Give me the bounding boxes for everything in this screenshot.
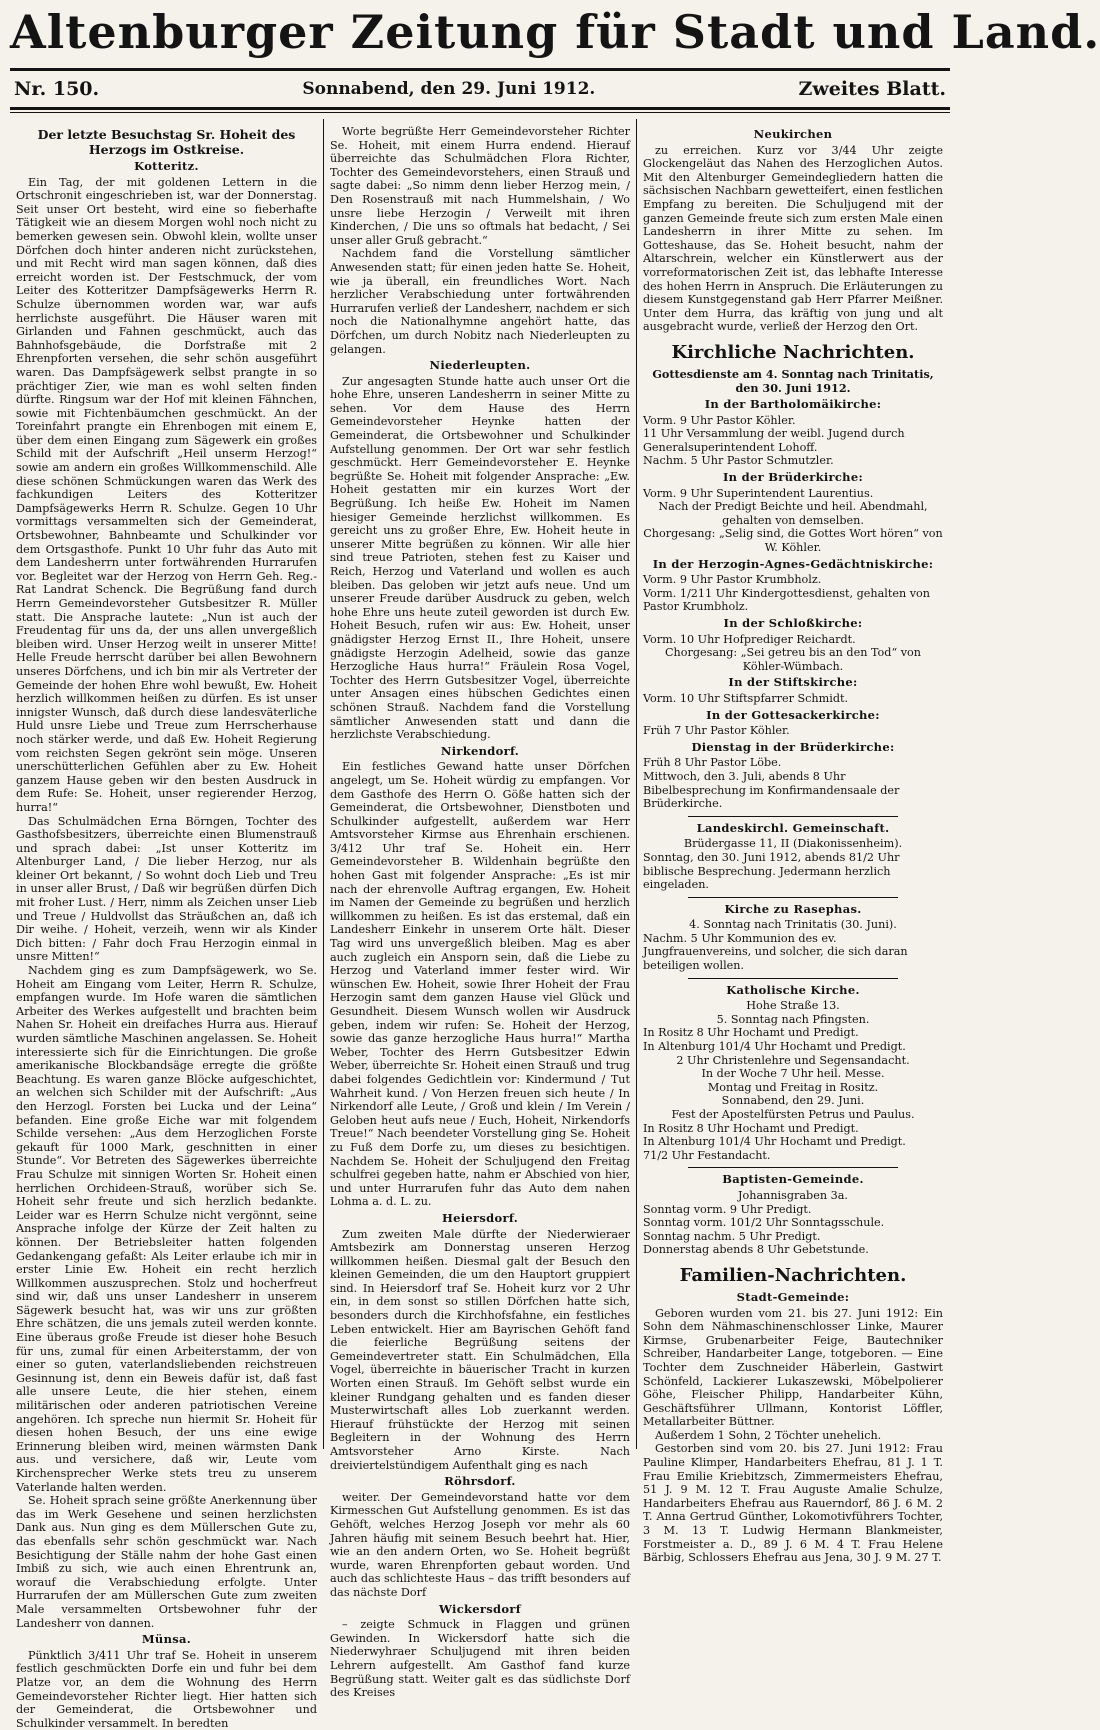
divider <box>688 978 898 979</box>
section-heading: Neukirchen <box>753 127 833 141</box>
service-line: Montag und Freitag in Rositz. <box>707 1080 879 1094</box>
service-line: 5. Sonntag nach Pfingsten. <box>716 1012 870 1026</box>
article-paragraph: Se. Hoheit sprach seine größte Anerkennung über das im Werk Gesehene und seinen herzlichsten Dank aus. Nun ging es dem Müllerschen Gute zu, das ebenfalls sehr schön geschmückt war. Nach Besichtigung der Ställe nahm der hohe Gast einen Imbiß zu sich, wie auch einen Ehrentrunk an, worauf die Verabschiedung erfolgte. Unter Hurrarufen der am Müllerschen Gute zum zweiten Male versammelten Ortsbewohner fuhr der Landesherr von dannen. <box>16 1494 317 1630</box>
service-line: Vorm. 9 Uhr Pastor Krumbholz. <box>643 573 822 587</box>
issue-rule <box>10 107 950 110</box>
service-line: In der Woche 7 Uhr heil. Messe. <box>701 1067 885 1081</box>
service-line: In Rositz 8 Uhr Hochamt und Predigt. <box>643 1121 859 1135</box>
family-paragraph: Geboren wurden vom 21. bis 27. Juni 1912: Ein Sohn dem Nähmaschinenschlosser Linke, Maurer Kirmse, Grubenarbeiter Feige, Bautechniker Schreiber, Handarbeiter Lange, totgeboren. — Eine Tochter dem Zuschneider Häberlein, Gastwirt Schönfeld, Lackierer Lukaszewski, Möbelpolierer Göhe, Fleischer Philipp, Handarbeiter Kühn, Geschäftsführer Ullmann, Kontorist Löffler, Metallarbeiter Büttner. <box>643 1306 943 1429</box>
service-line: In Altenburg 101/4 Uhr Hochamt und Predigt. <box>643 1040 906 1054</box>
service-line: Früh 7 Uhr Pastor Köhler. <box>643 724 790 738</box>
church-heading: In der Schloßkirche: <box>723 616 863 630</box>
service-line: Chorgesang: „Sei getreu bis an den Tod“ von Köhler-Wümbach. <box>665 646 921 673</box>
divider <box>688 1167 898 1168</box>
service-line: Fest der Apostelfürsten Petrus und Paulus. <box>671 1108 915 1121</box>
service-line: Vorm. 9 Uhr Superintendent Laurentius. <box>643 486 874 500</box>
church-heading: Baptisten-Gemeinde. <box>722 1172 864 1187</box>
section-heading: Röhrsdorf. <box>444 1474 516 1489</box>
article-paragraph: – zeigte Schmuck in Flaggen und grünen Gewinden. In Wickersdorf hatte sich die Niederwyhraer Schuljugend mit ihren beiden Lehrern aufgestellt. Am Gasthof fand kurze Begrüßung statt. Weiter galt es das südlichste Dorf des Kreises <box>330 1618 630 1700</box>
section-heading: Stadt-Gemeinde: <box>736 1289 850 1304</box>
article-paragraph: Das Schulmädchen Erna Börngen, Tochter des Gasthofsbesitzers, überreichte einen Blumenstrauß und sprach dabei: „Ist unser Kotteritz im Altenburger Land, / Die lieber Herzog, nur als kleiner Ort bekannt, / So wohnt doch Lieb und Treu in unser aller Brust, / Daß wir begrüßen dürfen Dich mit froher Lust. / Herr, nimm als Zeichen unser Lieb und Treue / Huldvollst das Sträußchen an, daß ich Dir weihe. / Hoheit, verzeih, wenn wir als Kinder Dich bitten: / Fahr doch Frau Herzogin einmal in unsre Mitten!“ <box>16 814 317 964</box>
church-heading: Kirche zu Rasephas. <box>724 901 862 916</box>
article-paragraph: Nachdem fand die Vorstellung sämtlicher Anwesenden statt; für einen jeden hatte Se. Hoheit, wie ja überall, ein freundliches Wort. Nach herzlicher Verabschiedung unter fortwährenden Hurrarufen verließ der Landesherr, nachdem er sich noch die Nationalhymne angehört hatte, das Dörfchen, um durch Nobitz nach Niederleupten zu gelangen. <box>330 247 630 356</box>
service-line: Hohe Straße 13. <box>746 999 840 1013</box>
service-heading: Gottesdienste am 4. Sonntag nach Trinitatis, den 30. Juni 1912. <box>652 366 934 395</box>
service-line: 2 Uhr Christenlehre und Segensandacht. <box>676 1053 910 1067</box>
article-paragraph: Pünktlich 3/411 Uhr traf Se. Hoheit in unserem festlich geschmückten Dorfe ein und fuhr bei dem Platze vor, an dem die Wohnung des Herrn Gemeindevorsteher Richter liegt. Hier hatten sich der Gemeinderat, die Ortsbewohner und Schulkinder versammelt. In beredten <box>16 1648 317 1730</box>
service-line: Sonntag vorm. 9 Uhr Predigt. <box>643 1202 812 1216</box>
divider <box>688 897 898 898</box>
service-line: Vorm. 10 Uhr Hofprediger Reichardt. <box>643 632 856 646</box>
church-heading: In der Gottesackerkirche: <box>706 707 880 722</box>
service-line: In Altenburg 101/4 Uhr Hochamt und Predigt. <box>643 1135 906 1149</box>
section-heading: Wickersdorf <box>439 1601 521 1616</box>
service-line: 4. Sonntag nach Trinitatis (30. Juni). <box>689 918 897 932</box>
church-heading: Katholische Kirche. <box>726 982 860 997</box>
issue-date: Sonnabend, den 29. Juni 1912. <box>302 79 596 99</box>
service-line: Nachm. 5 Uhr Pastor Schmutzler. <box>643 454 834 468</box>
service-line: Mittwoch, den 3. Juli, abends 8 Uhr Bibelbesprechung im Konfirmandensaale der Brüderkirche. <box>643 769 900 811</box>
section-heading: Nirkendorf. <box>440 743 520 758</box>
service-line: Sonntag vorm. 101/2 Uhr Sonntagsschule. <box>643 1216 885 1230</box>
masthead-title: Altenburger Zeitung für Stadt und Land. <box>10 5 1100 59</box>
church-heading: In der Herzogin-Agnes-Gedächtniskirche: <box>652 556 934 571</box>
column-2 <box>323 119 636 1700</box>
family-paragraph: Gestorben sind vom 20. bis 27. Juni 1912: Frau Pauline Klimper, Handarbeiters Ehefrau, 81 J. 1 T. Frau Emilie Kriebitzsch, Zimmermeisters Ehefrau, 51 J. 9 M. 12 T. Frau Auguste Amalie Schulze, Handarbeiters Ehefrau aus Rauerndorf, 86 J. 6 M. 2 T. Anna Gertrud Günther, Lokomotivführers Tochter, 3 M. 13 T. Ludwig Hermann Blankmeister, Forstmeister a. D., 89 J. 6 M. 4 T. Frau Helene Bärbig, Schlossers Ehefrau aus Jena, 30 J. 9 M. 27 T. <box>643 1442 943 1565</box>
article-paragraph: Worte begrüßte Herr Gemeindevorsteher Richter Se. Hoheit, mit einem Hurra endend. Hierauf überreichte das Schulmädchen Flora Richter, Tochter des Gemeindevorstehers, einen Strauß und sagte dabei: „So nimm denn lieber Herzog mein, / Den Rosenstrauß mit nach Hummelshain, / Wo unsre liebe Herzogin / Verweilt mit ihren Kinderchen, / Die uns so oftmals hat bedacht, / Sei unser aller Gruß gebracht.“ <box>330 125 630 247</box>
sheet-label: Zweites Blatt. <box>798 78 946 100</box>
article-paragraph: Zum zweiten Male dürfte der Niederwieraer Amtsbezirk am Donnerstag unseren Herzog willkommen heißen. Diesmal galt der Besuch den kleinen Gemeinden, die um den Hauptort gruppiert sind. In Heiersdorf traf Se. Hoheit kurz vor 2 Uhr ein, in dem sonst so stillen Dörfchen hatte sich, besonders durch die Kirchhofsfahne, ein festliches Leben entwickelt. Hier am Bayrischen Gehöft fand die feierliche Begrüßung seitens der Gemeindevertreter statt. Ein Schulmädchen, Ella Vogel, überreichte in bäuerischer Tracht in kurzen Worten einen Strauß. Im Gehöft selbst wurde ein kleiner Rundgang gehalten und es fanden dieser Musterwirtschaft alles Lob zuerkannt werden. Hierauf frühstückte der Herzog mit seinen Begleitern in der Wohnung des Herrn Amtsvorsteher Arno Kirste. Nach dreiviertelstündigem Aufenthalt ging es nach <box>330 1227 630 1472</box>
church-heading: Landeskirchl. Gemeinschaft. <box>696 820 890 835</box>
family-news-heading: Familien-Nachrichten. <box>679 1264 907 1286</box>
church-heading: In der Brüderkirche: <box>722 470 864 485</box>
service-line: Sonntag, den 30. Juni 1912, abends 81/2 Uhr biblische Besprechung. Jedermann herzlich eingeladen. <box>643 850 900 892</box>
article-paragraph: Zur angesagten Stunde hatte auch unser Ort die hohe Ehre, unseren Landesherrn in seiner Mitte zu sehen. Vor dem Hause des Herrn Gemeindevorsteher Heynke hatten der Gemeinderat, die Ortsbewohner und Schulkinder Aufstellung genommen. Der Ort war sehr festlich geschmückt. Herr Gemeindevorsteher E. Heynke begrüßte Se. Hoheit mit folgender Ansprache: „Ew. Hoheit gestatten mir ein kurzes Wort der Begrüßung. Ich heiße Ew. Hoheit im Namen hiesiger Gemeinde herzlichst willkommen. Es gereicht uns zu großer Ehre, Ew. Hoheit heute in unserer Mitte begrüßen zu können. Wir alle hier sind treue Patrioten, stehen fest zu Kaiser und Reich, Herzog und Vaterland und wollen es auch bleiben. Das geloben wir jetzt aufs neue. Und um unserer Freude darüber Ausdruck zu geben, welch hohe Ehre uns heute zuteil geworden ist durch Ew. Hoheit Besuch, rufen wir aus: Ew. Hoheit, unser gnädigster Herzog Ernst II., Ihre Hoheit, unsere gnädigste Herzogin Adelheid, sowie das ganze Herzogliche Haus hurra!“ Fräulein Rosa Vogel, Tochter des Herrn Gutsbesitzer Vogel, überreichte unter Ansagen eines hübschen Gedichtes einen schönen Strauß. Nachdem fand die Vorstellung sämtlicher Anwesenden statt und dann die herzlichste Verabschiedung. <box>330 374 630 742</box>
church-heading: Dienstag in der Brüderkirche: <box>691 739 895 754</box>
service-line: Johannisgraben 3a. <box>738 1188 848 1202</box>
column-1 <box>10 119 323 1730</box>
article-headline: Der letzte Besuchstag Sr. Hoheit des Herzogs im Ostkreise. <box>37 127 296 157</box>
church-heading: In der Bartholomäikirche: <box>704 397 882 412</box>
service-line: Nach der Predigt Beichte und heil. Abendmahl, gehalten von demselben. <box>658 500 928 527</box>
service-line: Donnerstag abends 8 Uhr Gebetstunde. <box>643 1243 869 1257</box>
divider <box>688 816 898 817</box>
church-news-heading: Kirchliche Nachrichten. <box>671 341 915 363</box>
section-heading: Heiersdorf. <box>441 1210 518 1225</box>
article-paragraph: Nachdem ging es zum Dampfsägewerk, wo Se. Hoheit am Eingang vom Leiter, Herrn R. Schulze, empfangen wurde. Im Hofe waren die sämtlichen Arbeiter des Werkes aufgestellt und brachten beim Nahen Sr. Hoheit ein dreifaches Hurra aus. Hierauf wurden sämtliche Maschinen angelassen. Se. Hoheit interessierte sich für die Einrichtungen. Die große amerikanische Blockbandsäge erregte die größte Beachtung. Es waren ganze Blöcke aufgeschichtet, an welchen sich Schilder mit der Aufschrift: „Aus den Herzogl. Forsten bei Lucka und der Leina“ befanden. Eine große Eiche war mit folgendem Schilde versehen: „Aus dem Herzoglichen Forste gekauft für 1000 Mark, geschnitten in einer Stunde“. Vor Betreten des Sägewerkes überreichte Frau Schulze mit sinnigen Worten Sr. Hoheit einen herrlichen Orchideen-Strauß, worüber sich Se. Hoheit sehr freute und sich herzlich bedankte. Leider war es Herrn Schulze nicht vergönnt, seine Ansprache infolge der Kürze der Zeit halten zu können. Der Betriebsleiter hatten folgenden Gedankengang gefaßt: Als Leiter erlaube ich mir in erster Linie Ew. Hoheit ein recht herzlich Willkommen auszusprechen. Stolz und hocherfreut sind wir, daß uns unser Landesherr in unserem Sägewerk besucht hat, was wir uns zur größten Ehre schätzen, die uns jemals zuteil werden konnte. Eine überaus große Freude ist dieser hohe Besuch für uns, zumal für einen Arbeiterstamm, der von einer so guten, vaterlandsliebenden reichstreuen Gesinnung ist, denn ein Beweis dafür ist, daß fast alle unsere Leute, die hier stehen, einem militärischen oder anderen patriotischen Vereine angehören. Ich spreche nun hiermit Sr. Hoheit für diesen hohen Besuch, der uns eine ewige Erinnerung bleiben wird, meinen wärmsten Dank aus. und versichere, daß wir, Leute vom Kirchensprecher Werke stets treu zu unserem Vaterlande halten werden. <box>16 964 317 1494</box>
article-paragraph: Ein festliches Gewand hatte unser Dörfchen angelegt, um Se. Hoheit würdig zu empfangen. Vor dem Gasthofe des Herrn O. Göße hatten sich der Gemeinderat, die Ortsbewohner, Dienstboten und Schulkinder aufgestellt, außerdem war Herr Amtsvorsteher Kirmse aus Ehrenhain erschienen. 3/412 Uhr traf Se. Hoheit ein. Herr Gemeindevorsteher B. Wildenhain begrüßte den hohen Gast mit folgender Ansprache: „Es ist mir nach der ehrenvolle Auftrag ergangen, Ew. Hoheit im Namen der Gemeinde zu begrüßen und herzlich willkommen zu heißen. Es ist das erstemal, daß ein Landesherr Einkehr in unserem Orte hält. Dieser Tag wird uns unvergeßlich bleiben. Mag es aber auch zugleich ein Ansporn sein, daß die Liebe zu Herzog und Vaterland immer fester wird. Wir wünschen Ew. Hoheit, sowie Ihrer Hoheit der Frau Herzogin samt dem ganzen Hause viel Glück und Gesundheit. Diesem Wunsch wollen wir Ausdruck geben, indem wir rufen: Se. Hoheit der Herzog, sowie das ganze herzogliche Haus hurra!“ Martha Weber, Tochter des Herrn Gutsbesitzer Edwin Weber, überreichte Sr. Hoheit einen Strauß und trug dabei folgendes Gedichtlein vor: Kindermund / Tut Wahrheit kund. / Von Herzen freuen sich heute / In Nirkendorf alle Leute, / Groß und klein / Im Verein / Geloben heut aufs neue / Euch, Hoheit, Nirkendorfs Treue!“ Nach beendeter Vorstellung ging Se. Hoheit zu Fuß dem Dorfe zu, um dieses zu besichtigen. Nachdem Se. Hoheit der Schuljugend den Freitag schulfrei gegeben hatte, nahm er Abschied von hier, und unter Hurrarufen fuhr das Auto dem nahen Lohma a. d. L. zu. <box>330 760 630 1209</box>
section-heading: Niederleupten. <box>429 358 531 373</box>
service-line: Sonntag nachm. 5 Uhr Predigt. <box>643 1229 821 1243</box>
article-paragraph: zu erreichen. Kurz vor 3/44 Uhr zeigte Glockengeläut das Nahen des Herzoglichen Autos. Mit den Altenburger Gemeindegliedern hatten die sächsischen Nachbarn gewetteifert, einen festlichen Empfang zu bereiten. Die Schuljugend mit der ganzen Gemeinde freute sich zum ersten Male einen Landesherrn in ihrer Mitte zu sehen. Im Gotteshause, das Se. Hoheit besucht, nahm der Altarschrein, welcher ein Künstlerwert aus der vorreformatorischen Zeit ist, das lebhafte Interesse des hohen Herrn in Anspruch. Die Erläuterungen zu diesem Kunstgegenstand gab Herr Pfarrer Meißner. Unter dem Hurra, das kräftig von jung und alt ausgebracht wurde, verließ der Herzog den Ort. <box>643 143 943 334</box>
service-line: Vorm. 10 Uhr Stiftspfarrer Schmidt. <box>643 691 849 705</box>
service-line: In Rositz 8 Uhr Hochamt und Predigt. <box>643 1026 859 1040</box>
columns <box>10 119 950 1730</box>
issue-rule-thin <box>10 112 950 113</box>
section-heading: Münsa. <box>141 1632 192 1647</box>
service-line: Früh 8 Uhr Pastor Löbe. <box>643 756 782 770</box>
issue-number: Nr. 150. <box>14 78 100 100</box>
column-3 <box>636 119 949 1565</box>
service-line: Chorgesang: „Selig sind, die Gottes Wort hören“ von W. Köhler. <box>643 527 943 555</box>
service-line: Vorm. 9 Uhr Pastor Köhler. <box>643 413 796 427</box>
article-paragraph: Ein Tag, der mit goldenen Lettern in die Ortschronit eingeschrieben ist, war der Donnerstag. Seit unser Ort besteht, wird eine so fieberhafte Tätigkeit wie an diesem Morgen wohl noch nicht zu bemerken gewesen sein. Obwohl klein, wollte unser Dörfchen doch hinter anderen nicht zurückstehen, und mit Recht wird man sagen können, daß dies erreicht worden ist. Der Festschmuck, der vom Leiter des Kotteritzer Dampfsägewerks Herrn R. Schulze übernommen worden war, war aufs herrlichste ausgeführt. Die Häuser waren mit Girlanden und Fahnen geschmückt, auch das Bahnhofsgebäude, die Dorfstraße mit 2 Ehrenpforten versehen, die sehr schön ausgeführt waren. Das Dampfsägewerk selbst prangte in so prächtiger Zier, wie man es wohl selten finden dürfte. Ringsum war der Hof mit kleinen Fähnchen, sowie mit Fichtenbäumchen geschmückt. An der Toreinfahrt prangte ein Ehrenbogen mit einem E, über dem einen Eingang zum Sägewerk ein großes Schild mit der Aufschrift „Heil unserm Herzog!“ sowie am andern ein großes Willkommenschild. Alle diese schönen Schmückungen waren das Werk des fachkundigen Leiters des Kotteritzer Dampfsägewerks Herrn R. Schulze. Gegen 10 Uhr vormittags versammelten sich der Gemeinderat, Ortsbewohner, Bahnbeamte und Schulkinder vor dem Ortsgasthofe. Punkt 10 Uhr fuhr das Auto mit dem Landesherrn unter fortwährenden Hurrarufen vor. Begleitet war der Herzog von Herrn Geh. Reg.-Rat Landrat Schenck. Die Begrüßung fand durch Herrn Gemeindevorsteher Gutsbesitzer R. Müller statt. Die Ansprache lautete: „Nun ist auch der Freudentag für uns da, der uns allen unvergeßlich bleiben wird. Unser Herzog weilt in unserer Mitte! Helle Freude herrscht darüber bei allen Bewohnern unseres Dörfchens, und ich bin mir als Vertreter der Gemeinde der hohen Ehre wohl bewußt, Ew. Hoheit herzlich willkommen heißen zu dürfen. Es ist unser innigster Wunsch, daß durch diese landesväterliche Huld unsre Liebe und Treue zum Herrscherhause noch stärker werde, und daß Ew. Hoheit Regierung vom reichsten Segen gekrönt sein möge. Unseren unerschütterlichen Gefühlen aber zu Ew. Hoheit ganzem Hause geben wir den besten Ausdruck in dem Rufe: Se. Hoheit, unser regierender Herzog, hurra!“ <box>16 175 317 814</box>
article-paragraph: weiter. Der Gemeindevorstand hatte vor dem Kirmesschen Gut Aufstellung genommen. Es ist das Gehöft, welches Herzog Joseph vor mehr als 60 Jahren häufig mit seinem Besuch beehrt hat. Hier, wie an den andern Orten, wo Se. Hoheit begrüßt wurde, waren Ehrenpforten gebaut worden. Und auch das schlichteste Haus – das trifft besonders auf das nächste Dorf <box>330 1490 630 1599</box>
service-line: Nachm. 5 Uhr Kommunion des ev. Jungfrauenvereins, und solcher, die sich daran beteiligen wollen. <box>643 931 908 973</box>
service-line: 71/2 Uhr Festandacht. <box>643 1148 771 1162</box>
service-line: Vorm. 1/211 Uhr Kindergottesdienst, gehalten von Pastor Krumbholz. <box>643 586 931 614</box>
service-line: 11 Uhr Versammlung der weibl. Jugend durch Generalsuperintendent Lohoff. <box>643 427 905 454</box>
family-paragraph: Außerdem 1 Sohn, 2 Töchter unehelich. <box>655 1428 882 1442</box>
church-heading: In der Stiftskirche: <box>728 675 858 690</box>
issue-line <box>10 71 950 107</box>
service-line: Brüdergasse 11, II (Diakonissenheim). <box>683 837 903 851</box>
service-line: Sonnabend, den 29. Juni. <box>721 1094 865 1108</box>
section-heading: Kotteritz. <box>134 159 199 173</box>
